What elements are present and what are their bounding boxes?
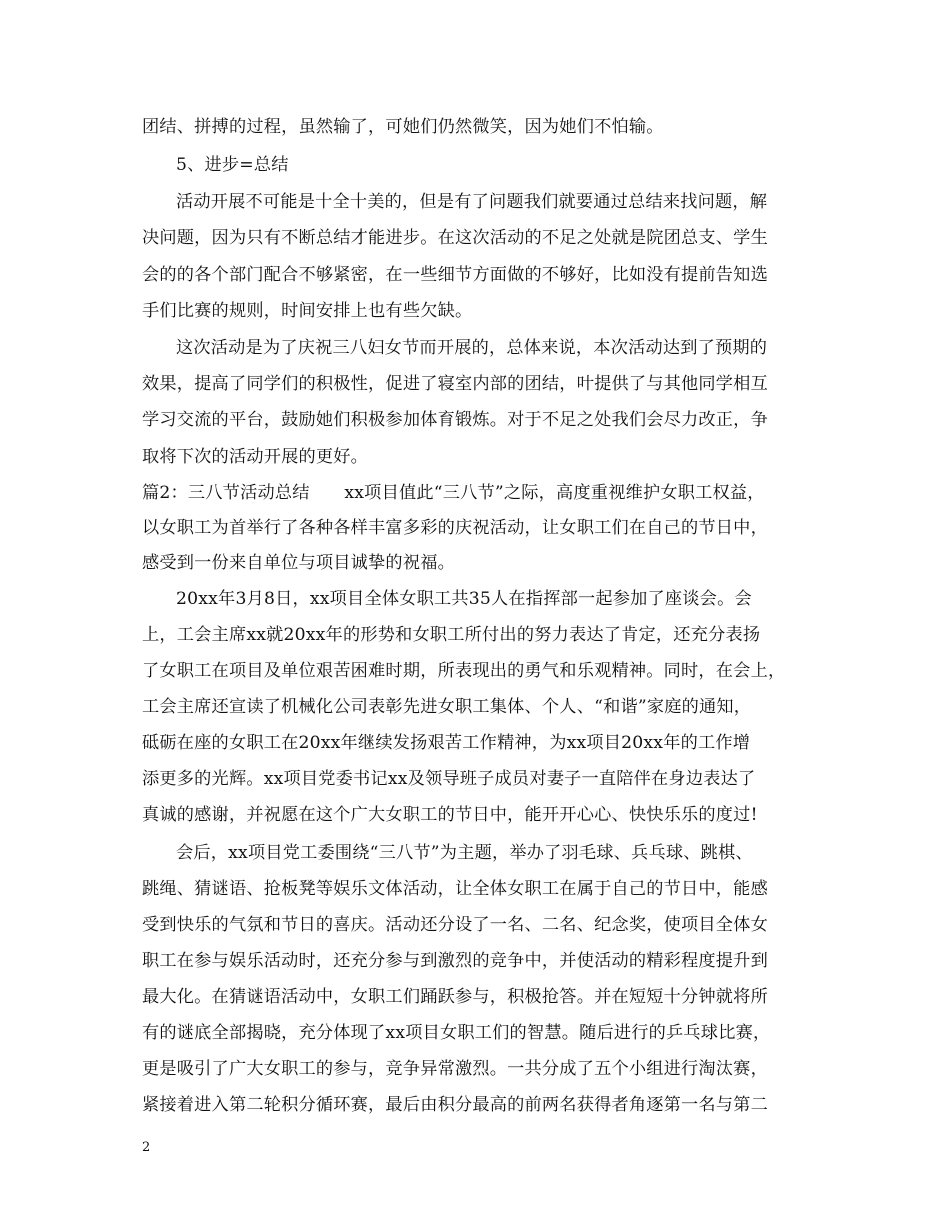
text-line: 最大化。在猜谜语活动中，女职工们踊跃参与，积极抢答。并在短短十分钟就将所	[142, 987, 768, 1007]
text-line: 取将下次的活动开展的更好。	[142, 447, 369, 467]
section-heading: 5、进步=总结	[176, 155, 289, 175]
text-line: 这次活动是为了庆祝三八妇女节而开展的，总体来说，本次活动达到了预期的	[176, 338, 768, 358]
text-line: 了女职工在项目及单位艰苦困难时期，所表现出的勇气和乐观精神。同时，在会上，	[142, 661, 786, 681]
text-line: 手们比赛的规则，时间安排上也有些欠缺。	[142, 301, 473, 321]
text-line: 受到快乐的气氛和节日的喜庆。活动还分设了一名、二名、纪念奖，使项目全体女	[142, 915, 768, 935]
text-line: 效果，提高了同学们的积极性，促进了寝室内部的团结，叶提供了与其他同学相互	[142, 374, 768, 394]
text-line: 会后，xx项目党工委围绕“三八节”为主题，举办了羽毛球、兵乓球、跳棋、	[176, 843, 753, 863]
text-line: 决问题，因为只有不断总结才能进步。在这次活动的不足之处就是院团总支、学生	[142, 228, 768, 248]
text-line: 职工在参与娱乐活动时，还充分参与到激烈的竞争中，并使活动的精彩程度提升到	[142, 951, 768, 971]
text-line: 团结、拼搏的过程，虽然输了，可她们仍然微笑，因为她们不怕输。	[142, 117, 664, 137]
text-line: 跳绳、猜谜语、抢板凳等娱乐文体活动，让全体女职工在属于自己的节日中，能感	[142, 879, 768, 899]
text-line: 会的的各个部门配合不够紧密，在一些细节方面做的不够好，比如没有提前告知选	[142, 265, 768, 285]
text-line: 感受到一份来自单位与项目诚挚的祝福。	[142, 553, 455, 573]
text-line: 有的谜底全部揭晓，充分体现了xx项目女职工们的智慧。随后进行的乒乓球比赛，	[142, 1023, 771, 1043]
text-line: 工会主席还宣读了机械化公司表彰先进女职工集体、个人、“和谐”家庭的通知，	[142, 697, 752, 717]
text-line: 20xx年3月8日，xx项目全体女职工共35人在指挥部一起参加了座谈会。会	[176, 589, 752, 609]
text-line: 添更多的光辉。xx项目党委书记xx及领导班子成员对妻子一直陪伴在身边表达了	[142, 769, 756, 789]
text-line: 学习交流的平台，鼓励她们积极参加体育锻炼。对于不足之处我们会尽力改正，争	[142, 410, 768, 430]
section-title-line: 篇2：三八节活动总结 xx项目值此“三八节”之际，高度重视维护女职工权益，	[142, 483, 765, 503]
text-line: 以女职工为首举行了各种各样丰富多彩的庆祝活动，让女职工们在自己的节日中，	[142, 518, 768, 538]
text-line: 紧接着进入第二轮积分循环赛，最后由积分最高的前两名获得者角逐第一名与第二	[142, 1095, 768, 1115]
text-line: 更是吸引了广大女职工的参与，竞争异常激烈。一共分成了五个小组进行淘汰赛，	[142, 1059, 768, 1079]
text-line: 活动开展不可能是十全十美的，但是有了问题我们就要通过总结来找问题，解	[176, 192, 768, 212]
text-line: 真诚的感谢，并祝愿在这个广大女职工的节日中，能开开心心、快快乐乐的度过!	[142, 805, 758, 825]
text-line: 砥砺在座的女职工在20xx年继续发扬艰苦工作精神，为xx项目20xx年的工作增	[142, 733, 751, 753]
text-line: 上，工会主席xx就20xx年的形势和女职工所付出的努力表达了肯定，还充分表扬	[142, 625, 761, 645]
page-number: 2	[142, 1140, 151, 1155]
